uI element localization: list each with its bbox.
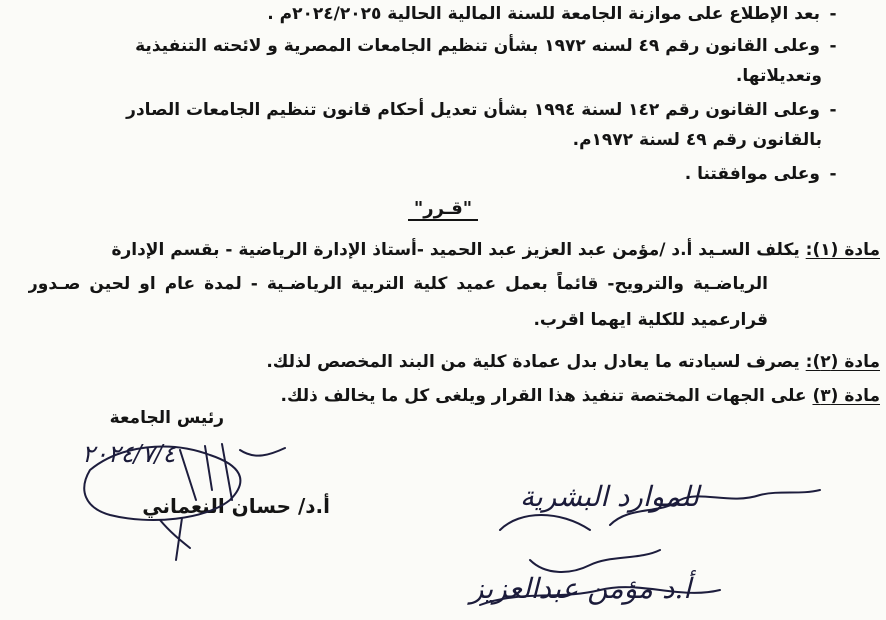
bullet-icon: - <box>829 100 837 120</box>
bullet-icon: - <box>829 164 837 184</box>
article-3-label: مادة (٣) <box>812 386 880 406</box>
handwritten-date: ٢٠٢٤/٧/٤ <box>82 440 176 468</box>
article-2-text: يصرف لسيادته ما يعادل بدل عمادة كلية من البند المخصص لذلك. <box>266 352 800 372</box>
article-1-label: مادة (١): <box>805 240 880 260</box>
preamble-line-1: -بعد الإطلاع على موازنة الجامعة للسنة المالية الحالية ٢٠٢٤/٢٠٢٥م . <box>40 2 846 26</box>
bullet-icon: - <box>829 4 837 24</box>
preamble-line-6: -وعلى موافقتنا . <box>40 162 846 186</box>
article-1-text-3: قرارعميد للكلية ايهما اقرب. <box>533 310 768 330</box>
article-3-text: على الجهات المختصة تنفيذ هذا القرار ويلغى كل ما يخالف ذلك. <box>280 386 807 406</box>
article-1-text-2: الرياضـية والترويح- قائماً بعمل عميد كلية التربية الرياضـية - لمدة عام او لحين صـدور <box>28 274 768 294</box>
preamble-line-3: وتعديلاتها. <box>735 66 822 86</box>
article-1-text-1: يكلف السـيد أ.د /مؤمن عبد العزيز عبد الحميد -أستاذ الإدارة الرياضية - بقسم الإدارة <box>111 240 800 260</box>
preamble-line-5: بالقانون رقم ٤٩ لسنة ١٩٧٢م. <box>572 130 822 150</box>
signatory-name: أ.د/ حسان النعماني <box>142 494 330 518</box>
handwritten-note-1: للموارد البشرية <box>520 480 700 513</box>
decision-title-text: "قـرر" <box>408 198 478 221</box>
bullet-icon: - <box>829 36 837 56</box>
signatory-title: رئيس الجامعة <box>109 408 224 428</box>
article-2-label: مادة (٢): <box>805 352 880 372</box>
handwritten-note-2: أ.د مؤمن عبدالعزيز <box>470 572 692 605</box>
preamble-line-4: -وعلى القانون رقم ١٤٢ لسنة ١٩٩٤ بشأن تعديل أحكام قانون تنظيم الجامعات الصادر <box>40 98 846 122</box>
preamble-line-2: -وعلى القانون رقم ٤٩ لسنه ١٩٧٢ بشأن تنظيم الجامعات المصرية و لائحته التنفيذية <box>40 34 846 58</box>
